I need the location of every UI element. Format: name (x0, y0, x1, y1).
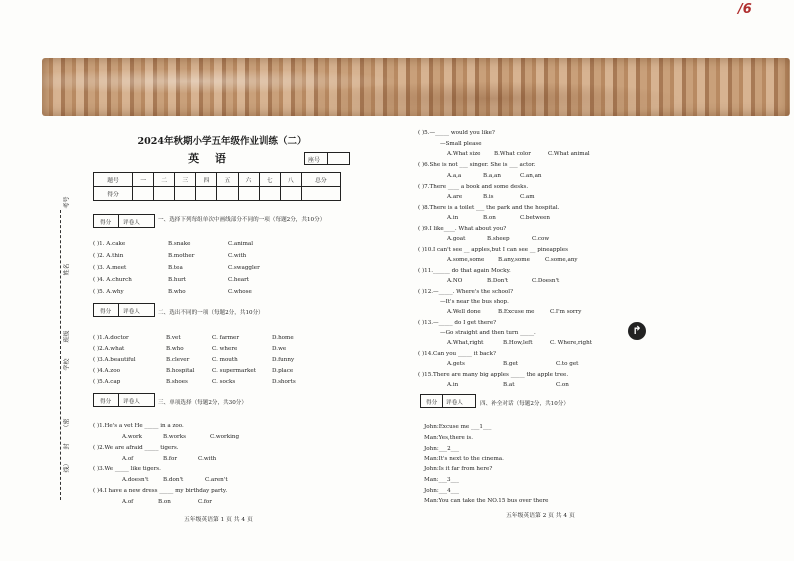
score-row-label: 得分 (94, 187, 133, 201)
margin-label: 考号 (63, 196, 71, 209)
option: B.mother (168, 253, 195, 259)
question-item: ( )6.She is not ___ singer. She is ___ actor. (418, 162, 536, 168)
question-item: ( )3.A.beautiful (93, 357, 136, 363)
option: B.clever (166, 357, 190, 363)
option: B.for (163, 456, 178, 462)
option: C.between (520, 215, 551, 221)
option: C.with (198, 456, 217, 462)
option: B.tea (168, 265, 183, 271)
option: D.funny (272, 357, 295, 363)
score-value-row (94, 187, 341, 201)
question-item: ( )15.There are many big apples _____ the apple tree. (418, 372, 569, 378)
option: B.any,some (498, 257, 530, 263)
question-item: ( )5.—_____ would you like? (418, 130, 495, 136)
question-prompt: —Small please (440, 141, 482, 147)
option: B.vet (166, 335, 181, 341)
grader-box (93, 303, 155, 317)
score-header-cell: 八 (280, 173, 301, 187)
option: D.we (272, 346, 287, 352)
option: A.What,right (447, 340, 484, 346)
question-item: ( )2.A.what (93, 346, 125, 352)
option: A.are (447, 194, 463, 200)
dialogue-line: Man:___3___ (424, 477, 459, 483)
section-1-heading: 一、选择下列每组单次中画线部分不同的一项（每题2分，共10分） (158, 217, 326, 223)
option: C.aren't (205, 477, 228, 483)
option: C.cow (532, 236, 550, 242)
option: B.shoes (166, 379, 188, 385)
option: C.swaggler (228, 265, 260, 271)
option: D.shorts (272, 379, 296, 385)
question-item: ( )9.I like____. What about you? (418, 226, 507, 232)
option: B.snake (168, 241, 191, 247)
score-header-cell: 五 (217, 173, 238, 187)
score-header-cell: 总分 (301, 173, 340, 187)
question-item: ( )5. A.why (93, 289, 124, 295)
page-footer: 五年级英语第 1 页 共 4 页 (184, 517, 253, 523)
score-header-cell: 四 (196, 173, 217, 187)
option: A.Well done (447, 309, 481, 315)
option: A.of (122, 499, 134, 505)
question-item: ( )2.We are afraid _____ tigers. (93, 445, 179, 451)
option: C. supermarket (212, 368, 256, 374)
question-item: ( )7.There ____ a book and some desks. (418, 184, 529, 190)
option: B.works (163, 434, 186, 440)
option: C.I'm sorry (550, 309, 582, 315)
section-4-heading: 四、补全对话（每题2分，共10分） (480, 401, 569, 407)
option: C. socks (212, 379, 236, 385)
option: A.a,a (447, 173, 462, 179)
section-3-heading: 三、单项选择（每题2分，共30分） (158, 400, 247, 406)
option: C.am (520, 194, 535, 200)
option: B.What color (494, 151, 531, 157)
option: A.doesn't (122, 477, 149, 483)
option: A.some,some (447, 257, 485, 263)
score-header-cell: 二 (154, 173, 175, 187)
option: B.at (503, 382, 515, 388)
question-item: ( )4. A.church (93, 277, 132, 283)
option: B.How,left (503, 340, 533, 346)
question-item: ( )2. A.thin (93, 253, 124, 259)
question-item: ( )3.We _____ like tigers. (93, 466, 161, 472)
option: C.an,an (520, 173, 542, 179)
option: C.animal (228, 241, 254, 247)
grader-box (93, 214, 155, 228)
grader-score-label: 得分 (100, 309, 112, 315)
option: B.hurt (168, 277, 187, 283)
question-item: ( )5.A.cap (93, 379, 121, 385)
corner-mark: /6 (738, 2, 752, 17)
subject-title: 英 语 (188, 152, 232, 165)
option: A.in (447, 382, 459, 388)
dialogue-line: John:Is it far from here? (424, 466, 493, 472)
seat-label: 座号 (308, 157, 321, 164)
question-item: ( )1. A.cake (93, 241, 126, 247)
option: B.who (168, 289, 186, 295)
option: B.don't (163, 477, 184, 483)
option: C.some,any (545, 257, 578, 263)
dialogue-line: Man:You can take the NO.15 bus over there (424, 498, 549, 504)
option: C.on (556, 382, 569, 388)
score-header-row (94, 173, 341, 187)
question-prompt: —Go straight and then turn _____. (440, 330, 536, 336)
score-header-cell: 一 (133, 173, 154, 187)
margin-label: 姓名 (63, 263, 71, 276)
grader-reviewer-label: 评卷人 (446, 400, 463, 406)
score-header-cell: 题号 (94, 173, 133, 187)
share-arrow-icon[interactable]: ↱ (628, 322, 646, 340)
question-item: ( )1.He's a vet He _____ in a zoo. (93, 423, 184, 429)
seal-line (60, 210, 62, 500)
page-footer: 五年级英语第 2 页 共 4 页 (506, 513, 575, 519)
option: B.is (483, 194, 494, 200)
score-table (93, 172, 341, 201)
option: D.home (272, 335, 294, 341)
option: B.hospital (166, 368, 195, 374)
option: C.to get (556, 361, 579, 367)
question-item: ( )13.—_____ do I get there? (418, 320, 497, 326)
option: B.on (483, 215, 496, 221)
question-item: ( )14.Can you _____ it back? (418, 351, 496, 357)
option: A.goat (447, 236, 466, 242)
grader-score-label: 得分 (100, 220, 112, 226)
question-item: ( )4.A.zoo (93, 368, 120, 374)
dialogue-line: John:Excuse me ___1___ (424, 424, 492, 430)
option: C.Doesn't (532, 278, 560, 284)
option: C. mouth (212, 357, 238, 363)
grader-reviewer-label: 评卷人 (123, 220, 140, 226)
score-header-cell: 七 (259, 173, 280, 187)
option: C.heart (228, 277, 250, 283)
score-header-cell: 三 (175, 173, 196, 187)
grader-reviewer-label: 评卷人 (123, 309, 140, 315)
option: C. Where,right (550, 340, 592, 346)
score-header-cell: 六 (238, 173, 259, 187)
wood-banner-image (42, 58, 790, 116)
margin-label: （密 (63, 418, 71, 431)
dialogue-line: John:___2___ (424, 446, 460, 452)
margin-label: 班级 (63, 330, 71, 343)
dialogue-line: Man:Yes,there is. (424, 435, 474, 441)
question-item: ( )1.A.doctor (93, 335, 129, 341)
question-item: ( )11.______ do that again Mocky. (418, 268, 511, 274)
margin-label: 封 (63, 443, 71, 450)
option: A.in (447, 215, 459, 221)
option: B.get (503, 361, 519, 367)
option: C.What animal (548, 151, 590, 157)
option: D.place (272, 368, 294, 374)
option: A.of (122, 456, 134, 462)
question-item: ( )8.There is a toilet ___ the park and the hospital. (418, 205, 560, 211)
option: B.on (158, 499, 171, 505)
dialogue-line: Man:It's next to the cinema. (424, 456, 504, 462)
exam-title: 2024年秋期小学五年级作业训练（二） (137, 136, 307, 147)
dialogue-line: John:___4___ (424, 488, 460, 494)
question-item: ( )10.I can't see __ apples,but I can see __ pineapples (418, 247, 568, 253)
option: A.NO (447, 278, 463, 284)
grader-score-label: 得分 (100, 399, 112, 405)
question-item: ( )12.—_____. Where's the school? (418, 289, 514, 295)
grader-reviewer-label: 评卷人 (123, 399, 140, 405)
option: B.Don't (487, 278, 509, 284)
question-item: ( )4.I have a new dress _____ my birthday party. (93, 488, 228, 494)
option: A.work (122, 434, 143, 440)
margin-label: 学校 (63, 358, 71, 371)
grader-box (93, 393, 155, 407)
option: A.What size (447, 151, 481, 157)
option: C. where (212, 346, 238, 352)
option: C. farmer (212, 335, 240, 341)
section-2-heading: 二、选出不同的一项（每题2分，共10分） (158, 310, 264, 316)
option: C.whose (228, 289, 252, 295)
option: C.working (210, 434, 240, 440)
option: B.Excuse me (498, 309, 535, 315)
option: B.sheep (487, 236, 510, 242)
margin-label: 线） (63, 460, 71, 473)
grader-box (420, 394, 476, 408)
option: B.who (166, 346, 184, 352)
option: A.gets (447, 361, 465, 367)
option: B.a,an (483, 173, 501, 179)
question-prompt: —It's near the bus shop. (440, 299, 509, 305)
option: C.for (198, 499, 212, 505)
grader-score-label: 得分 (426, 400, 438, 406)
seat-number-box (304, 152, 350, 165)
question-item: ( )3. A.meet (93, 265, 127, 271)
option: C.with (228, 253, 247, 259)
